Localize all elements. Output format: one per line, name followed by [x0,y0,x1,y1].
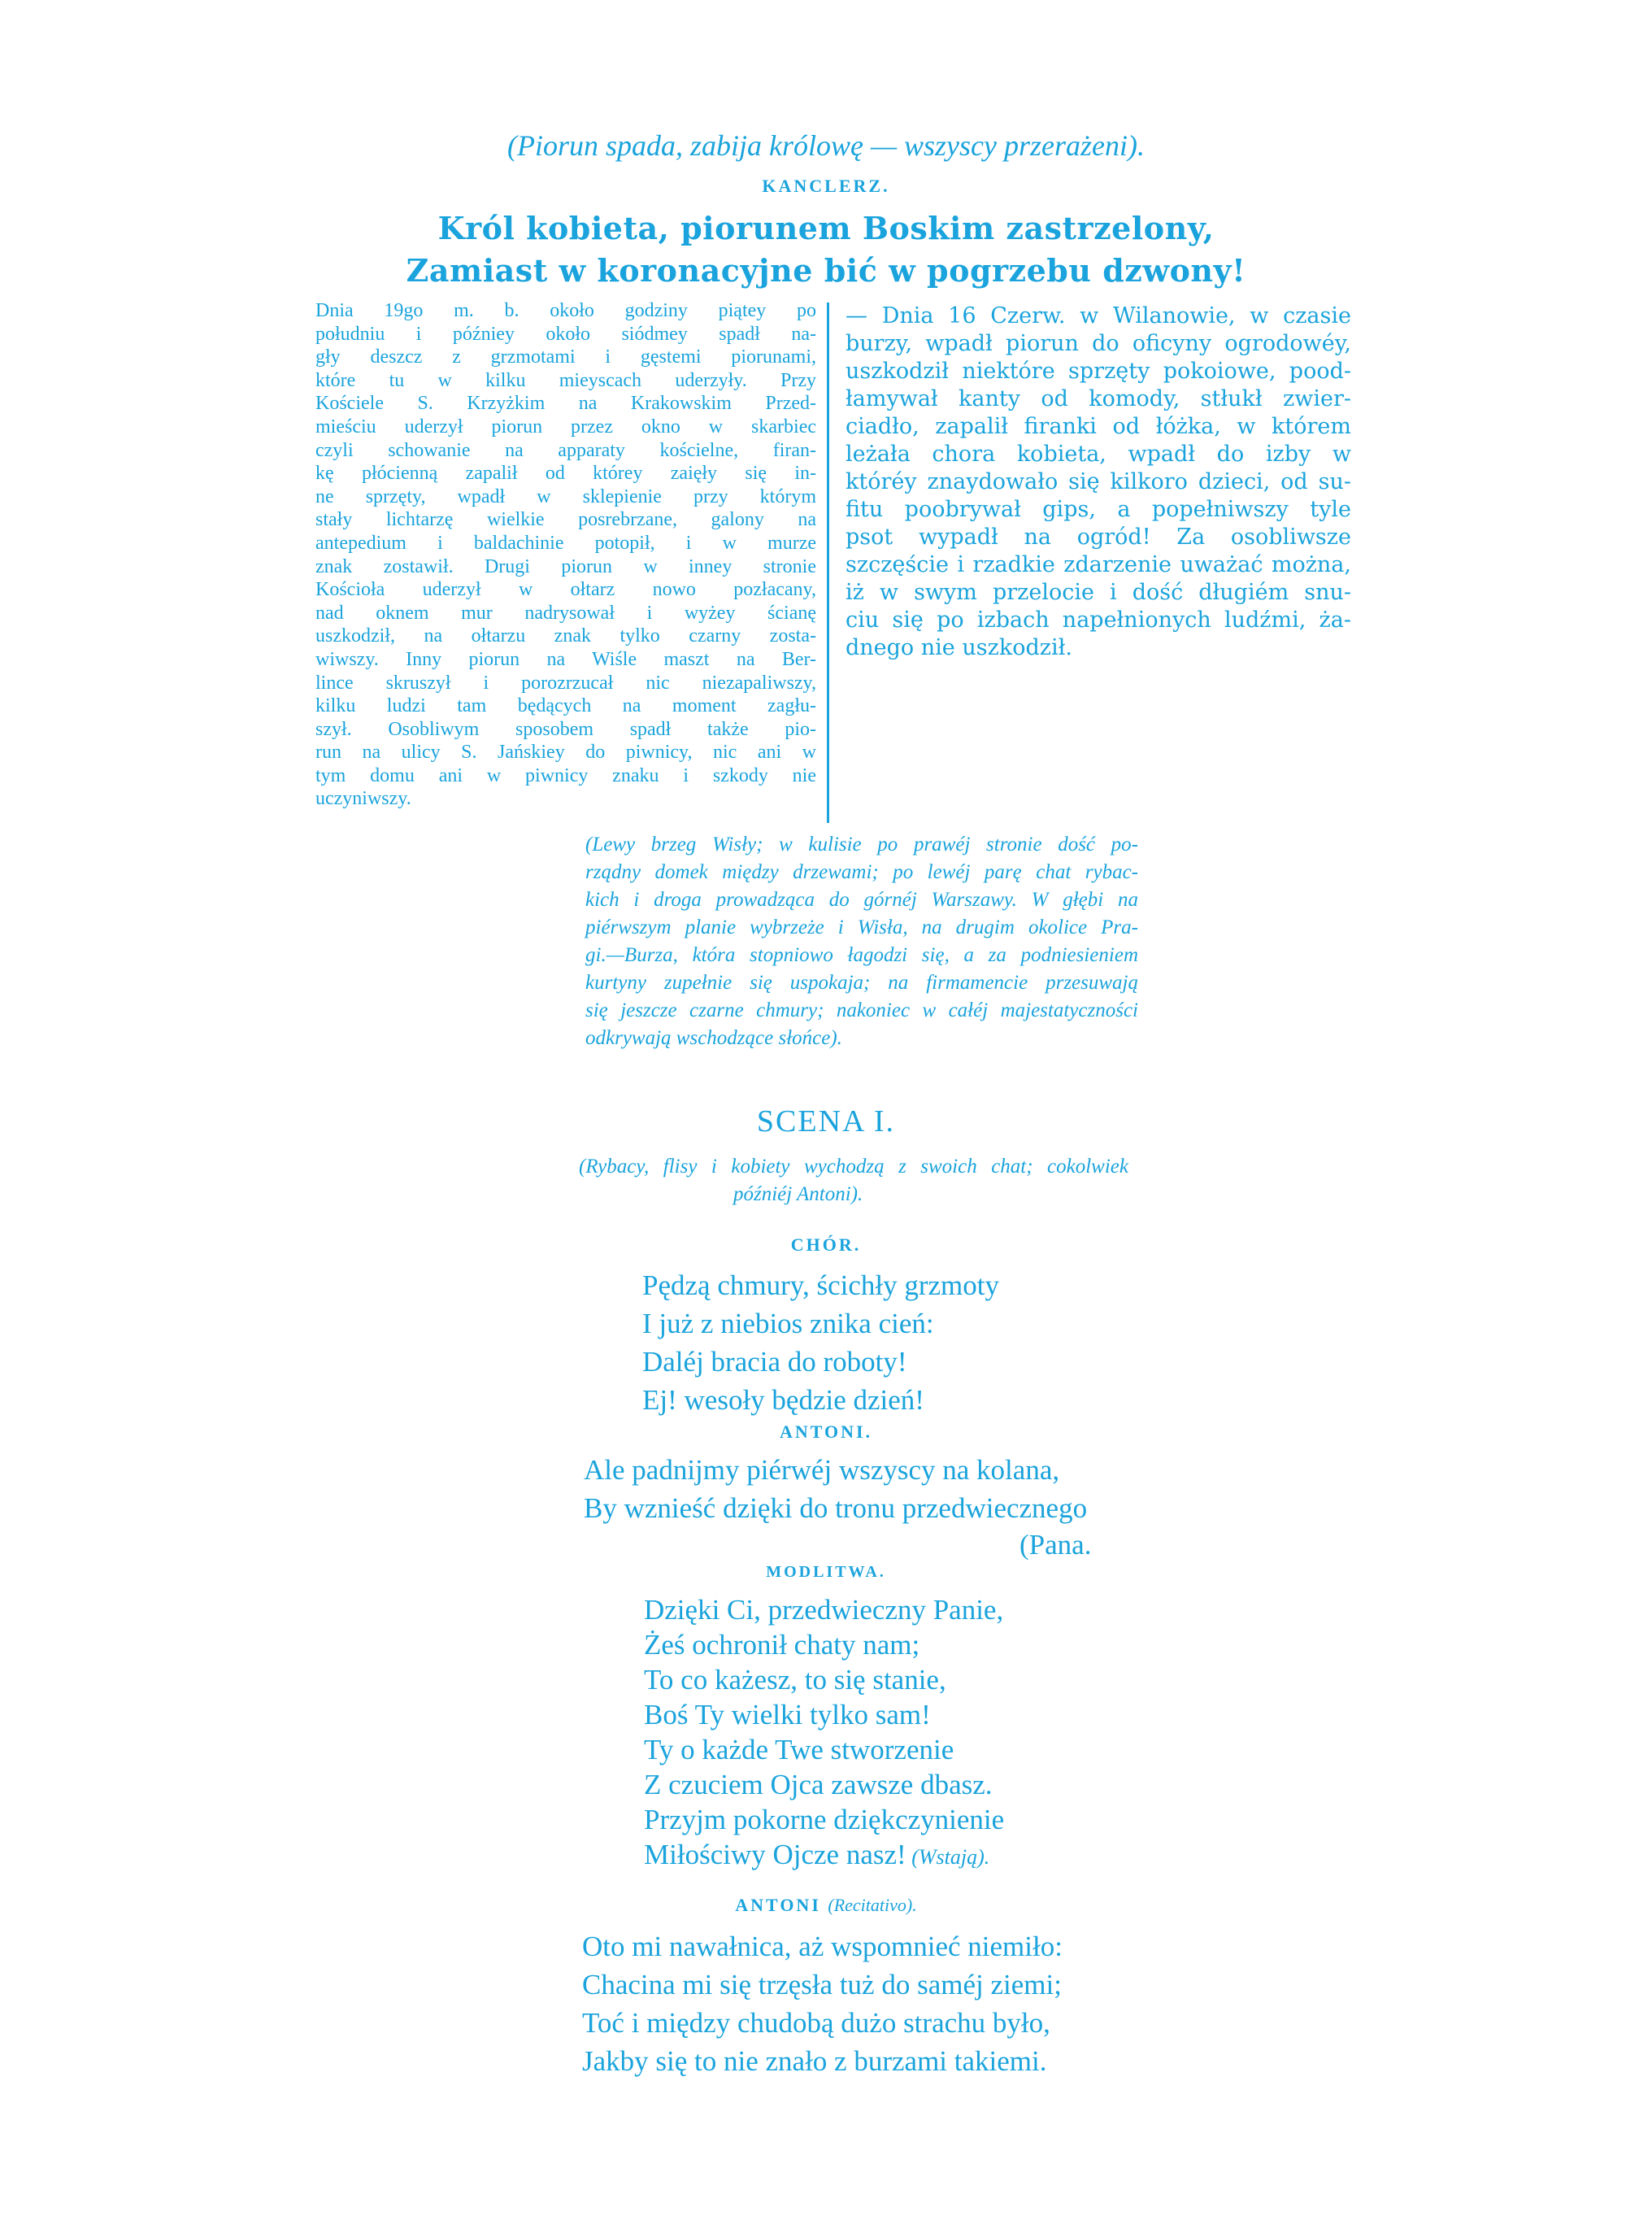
modlitwa-line: Dzięki Ci, przedwieczny Panie, [644,1594,1004,1626]
speaker-antoni-note: (Recitativo). [828,1895,917,1915]
antoni-recitativo-line: Chacina mi się trzęsła tuż do saméj ziemi; [582,1969,1062,2000]
chor-line: Ej! wesoły będzie dzień! [642,1384,924,1416]
news-left-line: które tu w kilku mieyscach uderzyły. Przy [315,369,816,391]
stage-scene-line: piérwszym planie wybrzeże i Wisła, na drugim okolice Pra- [585,916,1138,938]
stage-scene-line: odkrywają wschodzące słońce). [585,1027,842,1049]
chor-verse [642,1266,999,1419]
antoni-line: Ale padnijmy piérwéj wszyscy na kolana, [584,1454,1060,1486]
antoni-recitativo-verse [582,1927,1063,2080]
news-right-line: dnego nie uszkodził. [846,635,1072,660]
stage-scene-line: gi.—Burza, która stopniowo łagodzi się, a za podniesieniem [585,944,1138,966]
antoni-recitativo-line: Oto mi nawałnica, aż wspomnieć niemiło: [582,1931,1063,1962]
news-left-line: południu i późniey około siódmey spadł na- [315,323,816,345]
stage-scene-line: kurtyny zupełnie się uspokaja; na firmamencie przesuwają [585,972,1138,994]
antoni-verse [584,1451,1087,1527]
speaker-modlitwa: MODLITWA. [766,1563,886,1581]
modlitwa-line: Przyjm pokorne dziękczynienie [644,1804,1005,1835]
speaker-antoni: ANTONI. [779,1421,873,1442]
news-left-line: ne sprzęty, wpadł w sklepienie przy którym [315,485,816,507]
news-left-line: gły deszcz z grzmotami i gęstemi piorunami, [315,346,816,368]
modlitwa-line: Ty o każde Twe stworzenie [644,1734,954,1765]
news-left-line: uszkodził, na ołtarzu znak tylko czarny zosta- [315,625,816,647]
news-left-line: kę płócienną zapalił od którey zaięły się in- [315,463,816,485]
scene-title: SCENA I. [756,1104,896,1138]
news-column-right [846,303,1351,662]
news-right-line: leżała chora kobieta, wpadł do izby w [846,442,1351,467]
antoni-verse-overflow: (Pana. [1019,1529,1092,1561]
news-right-line: iż w swym przelocie i dość długiém snu- [846,580,1351,605]
stage-scene-line: kich i droga prowadząca do górnéj Warszawy. W głębi na [585,889,1138,911]
antoni-line: By wznieść dzięki do tronu przedwiecznego [584,1492,1088,1524]
news-left-line: kilku ludzi tam będących na moment zagłu- [315,695,816,717]
speaker-kanclerz: KANCLERZ. [762,176,890,196]
modlitwa-line: To co każesz, to się stanie, [644,1664,946,1696]
column-divider [827,303,829,823]
news-right-line: ciadło, zapalił firanki od łóżka, w którem [846,414,1351,439]
news-left-line: Kościele S. Krzyżkim na Krakowskim Przed- [315,393,816,415]
scene-stage-direction [579,1153,1128,1208]
news-column-left [315,299,816,811]
chor-line: Daléj bracia do roboty! [642,1346,907,1378]
news-right-line: ciu się po izbach napełnionych ludźmi, ża- [846,607,1351,633]
news-right-line: burzy, wpadł piorun do oficyny ogrodowéy, [846,331,1351,356]
news-left-line: stały lichtarzę wielkie posrebrzane, galony na [315,509,816,531]
kanclerz-line-1: Król kobieta, piorunem Boskim zastrzelony, [437,210,1215,246]
modlitwa-line: Boś Ty wielki tylko sam! [644,1699,931,1731]
news-right-line: uszkodził niektóre sprzęty pokoiowe, pood- [846,359,1351,384]
news-left-line: Kościoła uderzył w ołtarz nowo pozłacany, [315,579,816,601]
stage-scene-line: się jeszcze czarne chmury; nakoniec w całéj majestatyczności [585,999,1138,1021]
news-left-line: szył. Osobliwym sposobem spadł także pio- [315,718,816,740]
chor-line: Pędzą chmury, ścichły grzmoty [642,1269,999,1301]
news-right-line: fitu poobrywał gips, a popełniwszy tyle [846,497,1351,522]
news-right-line: łamywał kanty od komody, stłukł zwier- [846,386,1351,411]
scene-stage-line: późniéj Antoni). [733,1183,863,1205]
antoni-recitativo-line: Jakby się to nie znało z burzami takiemi. [582,2045,1047,2077]
news-right-line: któréy znaydowało się kilkoro dzieci, od su- [846,469,1351,494]
stage-direction-top: (Piorun spada, zabija królowę — wszyscy przerażeni). [507,129,1145,162]
news-left-line: mieściu uderzył piorun przez okno w skarbiec [315,416,816,438]
modlitwa-line: Miłościwy Ojcze nasz! (Wstają). [644,1839,990,1870]
news-left-line: wiwszy. Inny piorun na Wiśle maszt na Ber- [315,648,816,670]
news-right-line: — Dnia 16 Czerw. w Wilanowie, w czasie [846,303,1351,329]
kanclerz-line-2: Zamiast w koronacyjne bić w pogrzebu dzwony! [406,252,1246,289]
antoni-recitativo-line: Toć i między chudobą dużo strachu było, [582,2007,1050,2039]
news-right-line: psot wypadł na ogród! Za osobliwsze [846,525,1351,550]
chor-line: I już z niebios znika cień: [642,1308,934,1339]
stage-scene-line: (Lewy brzeg Wisły; w kulisie po prawéj stronie dość po- [585,834,1138,855]
modlitwa-line: Z czuciem Ojca zawsze dbasz. [644,1769,993,1800]
news-left-line: lince skruszył i porozrzucał nic niezapaliwszy, [315,672,816,694]
modlitwa-verse [644,1592,1004,1874]
news-left-line: znak zostawił. Drugi piorun w inney stronie [315,555,816,577]
speaker-antoni-recitativo [0,1895,1652,1916]
stage-scene-line: rządny domek między drzewami; po lewéj parę chat rybac- [585,861,1138,883]
news-left-line: Dnia 19go m. b. około godziny piątey po [315,300,816,321]
stage-direction-scene [585,831,1138,1052]
speaker-chor: CHÓR. [790,1234,862,1255]
modlitwa-line: Żeś ochronił chaty nam; [644,1629,920,1661]
modlitwa-stage-direction: (Wstają). [906,1845,990,1869]
news-left-line: nad oknem mur nadrysował i wyżey ścianę [315,602,816,624]
scene-stage-line: (Rybacy, flisy i kobiety wychodzą z swoich chat; cokolwiek [579,1156,1128,1178]
news-left-line: czyli schowanie na apparaty kościelne, firan- [315,439,816,461]
news-right-line: szczęście i rzadkie zdarzenie uważać można, [846,552,1351,577]
news-left-line: antepedium i baldachinie potopił, i w murze [315,532,816,554]
news-left-line: run na ulicy S. Jańskiey do piwnicy, nic ani w [315,742,816,764]
speaker-antoni-label: ANTONI [735,1895,821,1915]
news-left-line: uczyniwszy. [315,788,411,810]
news-left-line: tym domu ani w piwnicy znaku i szkody nie [315,764,816,786]
